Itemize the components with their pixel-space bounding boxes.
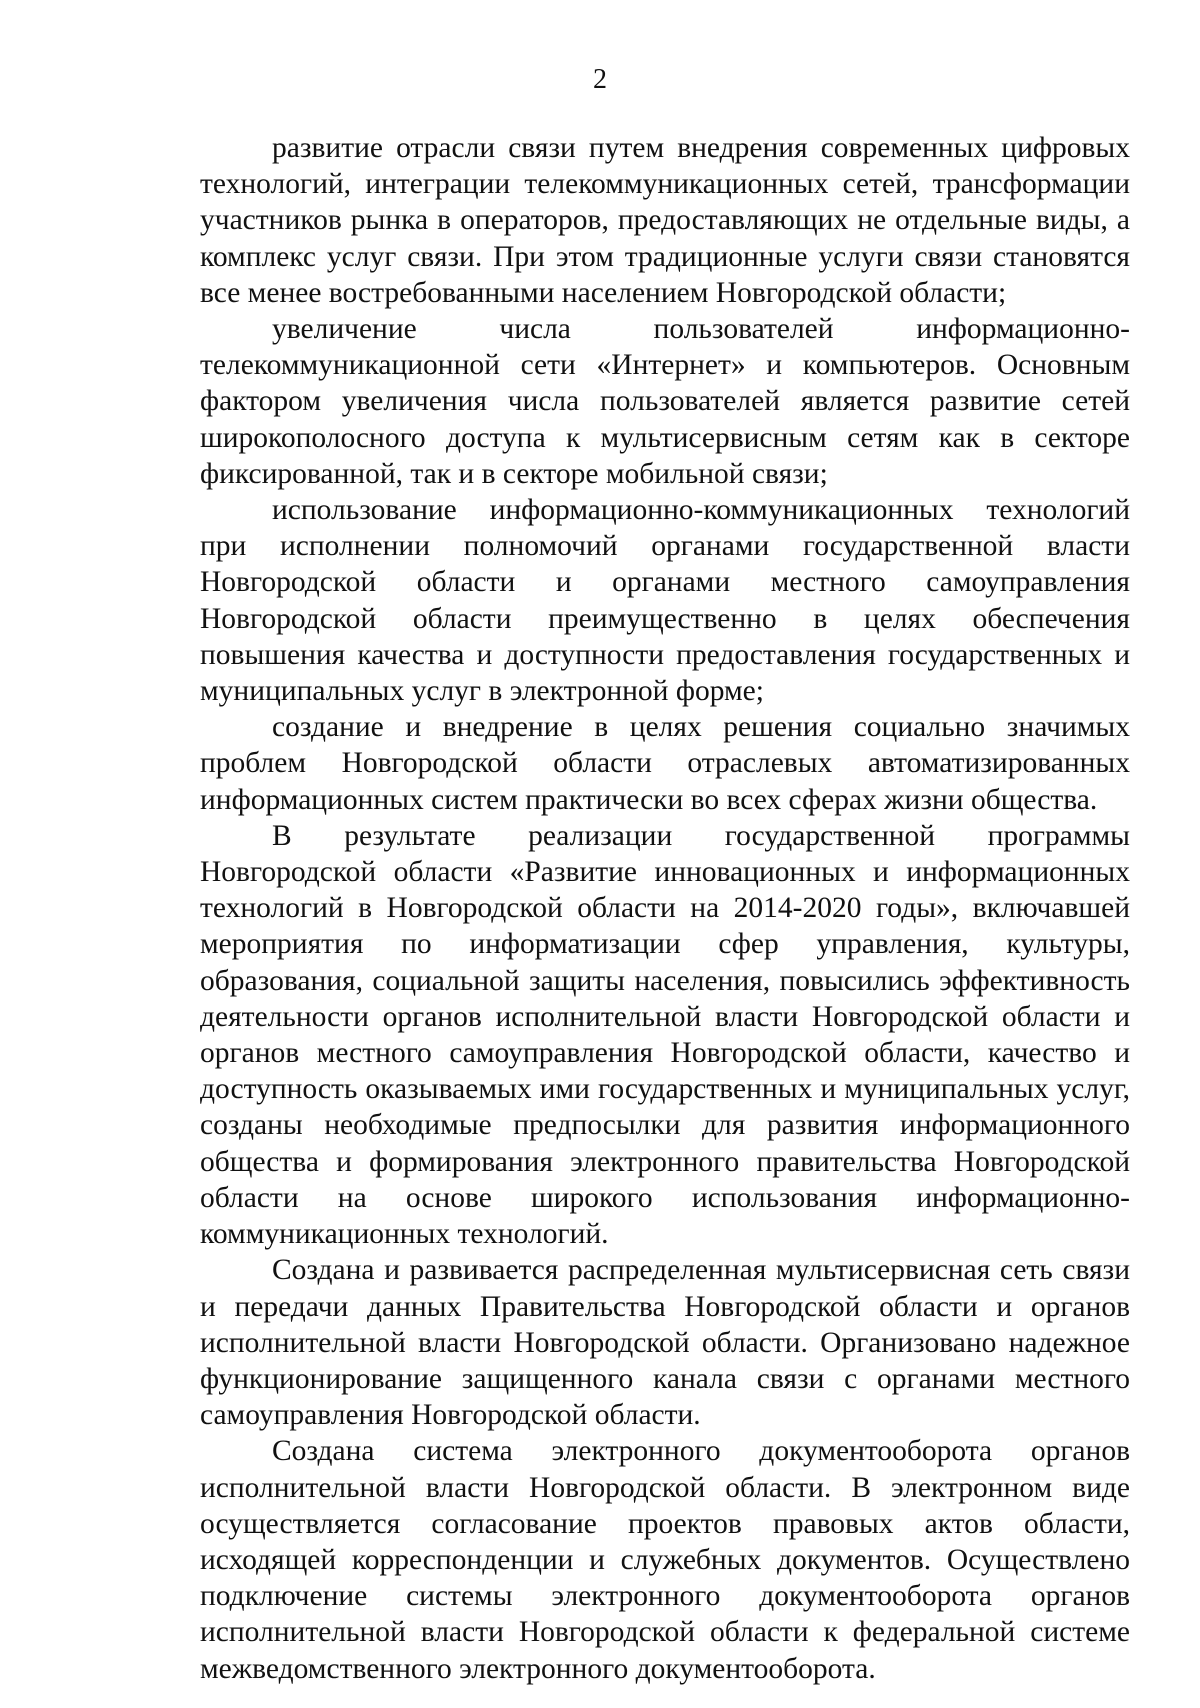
- paragraph-program-results: В результате реализации государственной программы Новгородской области «Развитие инновационных и информационных технологий в Новгородской области на 2014-2020 годы», включавшей мероприятия по информатизации сфер управления, культуры, образования, социальной защиты населения, повысились эффективность деятельности органов исполнительной власти Новгородской области и органов местного самоуправления Новгородской области, качество и доступность оказываемых ими государственных и муниципальных услуг, созданы необходимые предпосылки для развития информационного общества и формирования электронного правительства Новгородской области на основе широкого использования информационно-коммуникационных технологий.: [200, 819, 1130, 1251]
- paragraph-document-management: Создана система электронного документооборота органов исполнительной власти Новгородской области. В электронном виде осуществляется согласование проектов правовых актов области, исходящей корреспонденции и служебных документов. Осуществлено подключение системы электронного документооборота органов исполнительной власти Новгородской области к федеральной системе межведомственного электронного документооборота.: [200, 1435, 1130, 1685]
- paragraph-communications-development: развитие отрасли связи путем внедрения современных цифровых технологий, интеграции телекоммуникационных сетей, трансформации участников рынка в операторов, предоставляющих не отдельные виды, а комплекс услуг связи. При этом традиционные услуги связи становятся все менее востребованными населением Новгородской области;: [200, 132, 1130, 309]
- page-number: 2: [593, 64, 607, 95]
- paragraph-ict-usage: использование информационно-коммуникационных технологий при исполнении полномочий органами государственной власти Новгородской области и органами местного самоуправления Новгородской области преимущественно в целях обеспечения повышения качества и доступности предоставления государственных и муниципальных услуг в электронной форме;: [200, 494, 1130, 708]
- paragraph-information-systems: создание и внедрение в целях решения социально значимых проблем Новгородской области отраслевых автоматизированных информационных систем практически во всех сферах жизни общества.: [200, 711, 1130, 816]
- paragraph-internet-users: увеличение числа пользователей информационно-телекоммуникационной сети «Интернет» и компьютеров. Основным фактором увеличения числа пользователей является развитие сетей широкополосного доступа к мультисервисным сетям как в секторе фиксированной, так и в секторе мобильной связи;: [200, 313, 1130, 490]
- document-body: [200, 130, 1130, 1687]
- paragraph-multiservice-network: Создана и развивается распределенная мультисервисная сеть связи и передачи данных Правительства Новгородской области и органов исполнительной власти Новгородской области. Организовано надежное функционирование защищенного канала связи с органами местного самоуправления Новгородской области.: [200, 1254, 1130, 1432]
